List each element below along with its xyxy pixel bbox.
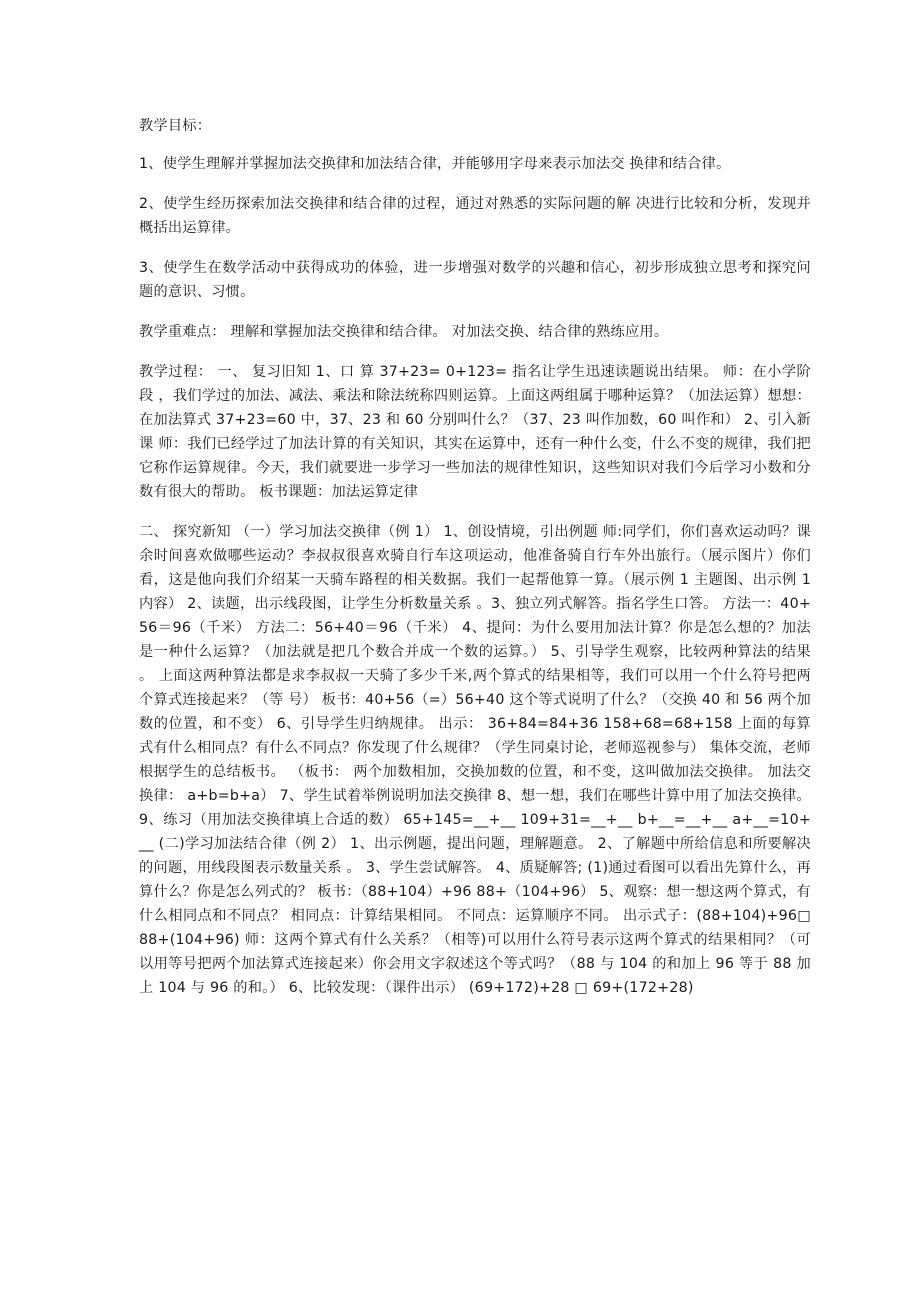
spacer [139,138,811,152]
spacer [139,304,811,320]
process-review-section: 教学过程： 一、 复习旧知 1、口 算 37+23= 0+123= 指名让学生迅速读题说出结果。 师：在小学阶段 ，我们学过的加法、减法、乘法和除法统称四则运算。上面这两组属于哪种运算？（加法运算）想想：在加法算式 37+23=60 中，37、23 和 60 分别叫什么？（37、23 叫作加数，60 叫作和） 2、引入新课 师：我们已经学过了加法计算的有关知识，其实在运算中，还有一种什么变，什么不变的规律，我们把它称作运算规律。今天，我们就要进一步学习一些加法的规律性知识，这些知识对我们今后学习小数和分数有很大的帮助。 板书课题：加法运算定律 [139,364,811,500]
spacer [139,344,811,360]
key-points: 教学重难点： 理解和掌握加法交换律和结合律。 对加法交换、结合律的熟练应用。 [139,324,669,340]
objective-2: 2、使学生经历探索加法交换律和结合律的过程，通过对熟悉的实际问题的解 决进行比较和分析，发现并概括出运算律。 [139,196,811,236]
document-page [139,114,811,1000]
spacer [139,176,811,192]
objectives-heading: 教学目标： [139,118,212,134]
process-explore-section: 二、 探究新知 （一）学习加法交换律（例 1） 1、创设情境，引出例题 师:同学们，你们喜欢运动吗？课余时间喜欢做哪些运动？李叔叔很喜欢骑自行车这项运动，他准备骑自行车外出旅行。（展示图片）你们看，这是他向我们介绍某一天骑车路程的相关数据。我们一起帮他算一算。（展示例 1 主题图、出示例 1 内容） 2、读题，出示线段图，让学生分析数量关系 。3、独立列式解答。指名学生口答。 方法一：40+56＝96（千米） 方法二：56+40＝96（千米） 4、提问：为什么要用加法计算？你是怎么想的？加法是一种什么运算？（加法就是把几个数合并成一个数的运算。） 5、引导学生观察，比较两种算法的结果 。 上面这两种算法都是求李叔叔一天骑了多少千米,两个算式的结果相等，我们可以用一个什么符号把两个算式连接起来？（等 号） 板书：40+56（=）56+40 这个等式说明了什么？（交换 40 和 56 两个加数的位置，和不变） 6、引导学生归纳规律。 出示： 36+84=84+36 158+68=68+158 上面的每算式有什么相同点？有什么不同点？你发现了什么规律？（学生同桌讨论，老师巡视参与） 集体交流，老师根据学生的总结板书。 （板书： 两个加数相加，交换加数的位置，和不变，这叫做加法交换律。 加法交换律： a+b=b+a） 7、学生试着举例说明加法交换律 8、想一想，我们在哪些计算中用了加法交换律。 9、练习（用加法交换律填上合适的数） 65+145=__+__ 109+31=__+__ b+__=__+__ a+__=10+__ (二)学习加法结合律（例 2） 1、出示例题，提出问题，理解题意。 2、了解题中所给信息和所要解决的问题，用线段图表示数量关系 。 3、学生尝试解答。 4、质疑解答; (1)通过看图可以看出先算什么，再算什么？你是怎么列式的？ 板书：（88+104）+96 88+（104+96） 5、观察：想一想这两个算式，有什么相同点和不同点？ 相同点：计算结果相同。 不同点：运算顺序不同。 出示式子：(88+104)+96□88+(104+96) 师：这两个算式有什么关系？（相等)可以用什么符号表示这两个算式的结果相同？（可以用等号把两个加法算式连接起来）你会用文字叙述这个等式吗？（88 与 104 的和加上 96 等于 88 加上 104 与 96 的和。） 6、比较发现：（课件出示） (69+172)+28 □ 69+(172+28) [139,524,811,996]
objective-3: 3、使学生在数学活动中获得成功的体验，进一步增强对数学的兴趣和信心，初步形成独立思考和探究问题的意识、习惯。 [139,260,811,300]
objective-1: 1、使学生理解并掌握加法交换律和加法结合律，并能够用字母来表示加法交 换律和结合律。 [139,156,731,172]
spacer [139,504,811,520]
spacer [139,240,811,256]
